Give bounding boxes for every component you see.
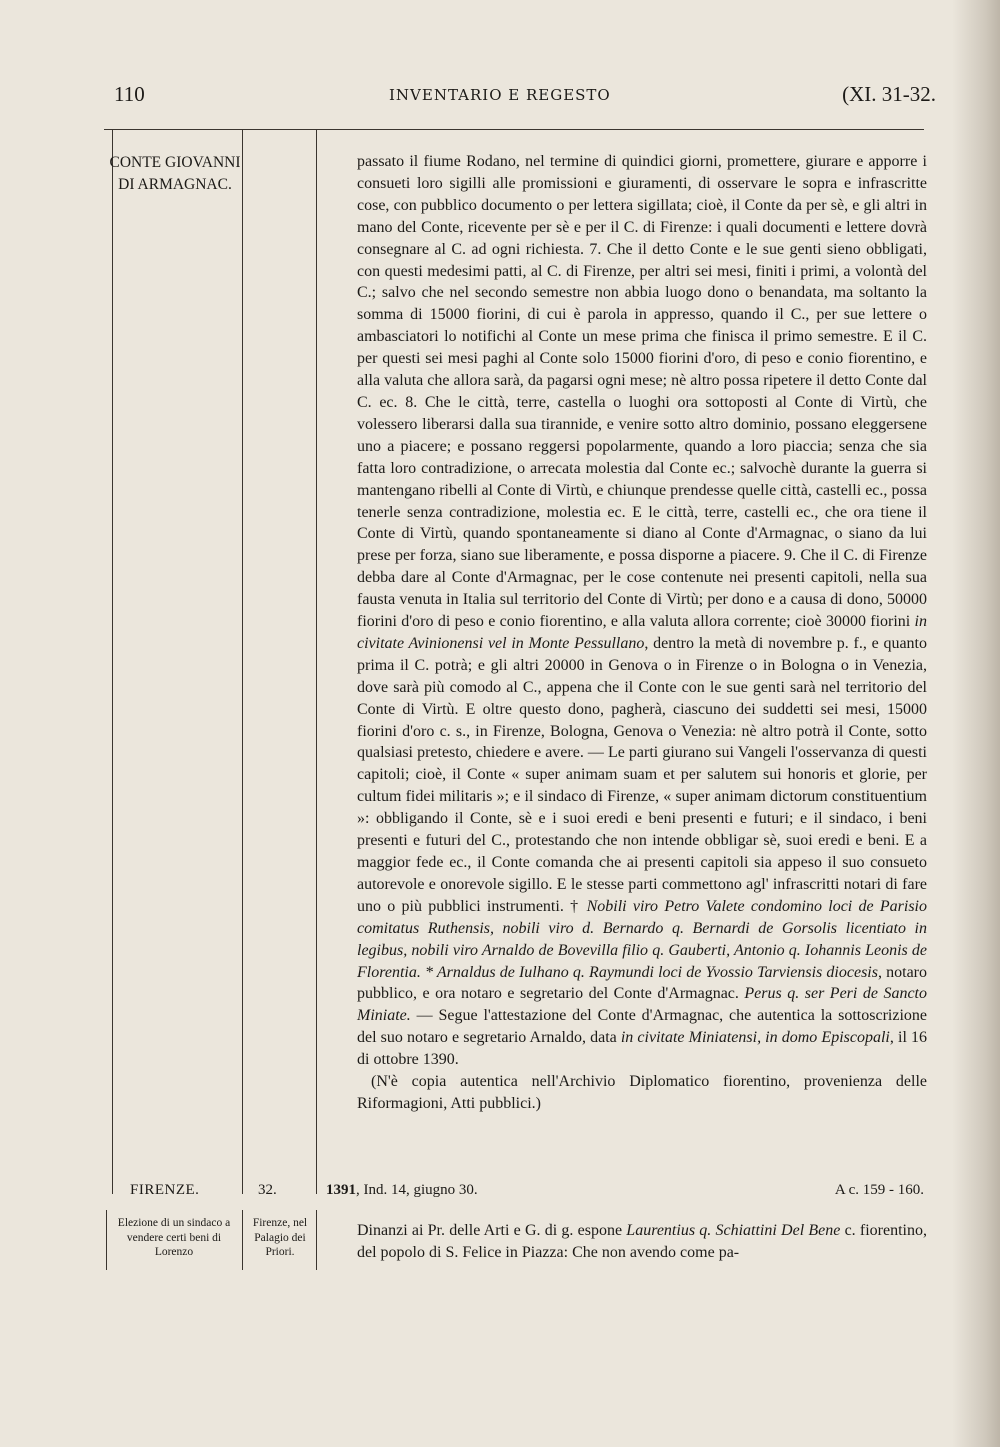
entry-number: 32.: [258, 1182, 277, 1198]
entry-heading: [104, 1182, 924, 1206]
entry-date-rest: , Ind. 14, giugno 30.: [356, 1182, 478, 1198]
text-segment: , il 16 di ottobre 1390.: [357, 1029, 928, 1069]
text-segment: c. fiorentino, del popolo di S. Felice in Piazza: Che non avendo come pa-: [357, 1222, 928, 1261]
archive-note: (N'è copia autentica nell'Archivio Diplomatico fiorentino, provenienza delle Riformagioni, Atti pubblici.): [357, 1073, 927, 1112]
margin-column-rule-mid: [242, 129, 243, 1194]
page-number: 110: [114, 82, 145, 106]
main-paragraph: [357, 151, 927, 1071]
entry-rule-left: [106, 1210, 107, 1270]
entry-location: Firenze, nel Palagio dei Priori.: [252, 1217, 308, 1258]
entry-year: 1391: [326, 1182, 356, 1198]
margin-heading: CONTE GIOVANNI DI ARMAGNAC.: [109, 154, 241, 193]
text-segment: in civitate Miniatensi, in domo Episcopali: [620, 1029, 890, 1047]
entry-text: [357, 1220, 927, 1264]
margin-column-rule-right: [316, 129, 317, 1194]
entry-date: [326, 1182, 478, 1199]
text-segment: Perus q. ser Peri de Sancto Miniate.: [357, 985, 928, 1025]
entry-place: FIRENZE.: [130, 1182, 200, 1198]
text-segment: , dentro la metà di novembre p. f., e quanto prima il C. potrà; e gli altri 20000 in Genova o in Firenze o in Bologna o in Venezia, dove sarà più comodo al C., appena che il Conte con le sue genti sarà nel territorio del Conte di Virtù. E oltre questo dono, pagherà, ciascuno dei suddetti sei mesi, 15000 fiorini d'oro c. s., in Firenze, Bologna, Genova o Venezia: nè altro potrà il Conte, sotto qualsiasi pretesto, chiedere e avere. — Le parti giurano sui Vangeli l'osservanza di questi capitoli; cioè, il Conte « super animam suam et per salutem sui honoris et glorie, per cultum fidei militaris »; e il sindaco di Firenze, « super animam dictorum constituentium »: obbligando il Conte, sè e i suoi eredi e beni presenti e futuri; e il sindaco, i beni presenti e futuri del C., protestando che non intende obbligar sè, suoi eredi e beni. E a maggior fede ec., il Conte comanda che ai presenti capitoli sia appeso il suo consueto autorevole e onorevole sigillo. E le stesse parti commettono agl' infrascritti notari di fare uno o più pubblici instrumenti. †: [357, 634, 927, 915]
margin-column-rule-left: [112, 129, 113, 1194]
running-title: INVENTARIO E REGESTO: [389, 86, 611, 104]
text-segment: in civitate Avinionensi vel in Monte Pessullano: [357, 613, 927, 652]
text-segment: , notaro pubblico, e ora notaro e segretario del Conte d'Armagnac.: [357, 963, 927, 1003]
main-text: [357, 151, 927, 1115]
entry-folio: A c. 159 - 160.: [834, 1182, 924, 1198]
header-rule: [104, 129, 924, 130]
text-segment: — Segue l'attestazione del Conte d'Armagnac, che autentica la sottoscrizione del suo notaro e segretario Arnaldo, data: [357, 1007, 927, 1047]
entry-rule-mid: [242, 1210, 243, 1270]
entry-subject: Elezione di un sindaco a vendere certi beni di Lorenzo: [117, 1217, 231, 1258]
page-header: [114, 82, 936, 114]
text-segment: Dinanzi ai Pr. delle Arti e G. di g. espone: [357, 1222, 627, 1239]
section-reference: (XI. 31-32.: [842, 82, 936, 106]
text-segment: Nobili viro Petro Valete condomino loci de Parisio comitatus Ruthensis, nobili viro d. Bernardo q. Bernardi de Gorsolis licentiato in legibus, nobili viro Arnaldo de Bovevilla filio q. Gauberti, Antonio q. Iohannis Leonis de Florentia. * Arnaldus de Iulhano q. Raymundi loci de Yvossio Tarviensis diocesis: [357, 897, 928, 981]
text-segment: passato il fiume Rodano, nel termine di quindici giorni, promettere, giurare e apporre i consueti loro sigilli alle promissioni e giuramenti, di osservare le sopra e infrascritte cose, con pubblico documento o per lettera sigillata; cioè, il Conte da per sè, e gli altri in mano del Conte, ricevente per sè e per il C. di Firenze: i quali documenti e lettere dovrà consegnare al C. ad ogni richiesta. 7. Che il detto Conte e le sue genti sieno obbligati, con questi medesimi patti, al C. di Firenze, per altri sei mesi, finiti i primi, a volontà del C.; salvo che nel secondo semestre non abbia luogo dono o benandata, ma soltanto la somma di 15000 fiorini, di cui è parola in appresso, quando il C., per sue lettere o ambasciatori lo notifichi al Conte un mese prima che finisca il primo semestre. E il C. per questi sei mesi paghi al Conte solo 15000 fiorini d'oro, di peso e conio fiorentino, e alla valuta che allora sarà, da pagarsi ogni mese; nè altro possa ripetere il detto Conte dal C. ec. 8. Che le città, terre, castella o luoghi ora sottoposti al Conte di Virtù, che volessero liberarsi dalla sua tirannide, e venire sotto altro dominio, possano eleggersene uno a piacere; e possano reggersi popolarmente, quando a loro piaccia; senza che sia fatta loro contradizione, o arrecata molestia dal Conte ec.; salvochè durante la guerra si mantengano ribelli al Conte di Virtù, e chiunque prendesse quelle città, castelli ec., possa tenerle senza contradizione, molestia ec. E le città, terre, castelli ec., che ora tiene il Conte di Virtù, quando spontaneamente si diano al Conte d'Armagnac, o siano da lui prese per forza, siano sue liberamente, e possa disporne a piacere. 9. Che il C. di Firenze debba dare al Conte d'Armagnac, per le cose contenute nei presenti capitoli, nella sua fausta venuta in Italia sul territorio del Conte di Virtù; per dono e a causa di dono, 50000 fiorini d'oro di peso e conio fiorentino, e alla valuta allora corrente; cioè 30000 fiorini: [357, 153, 927, 631]
text-segment: Laurentius q. Schiattini Del Bene: [626, 1222, 841, 1239]
entry-rule-right: [316, 1210, 317, 1270]
